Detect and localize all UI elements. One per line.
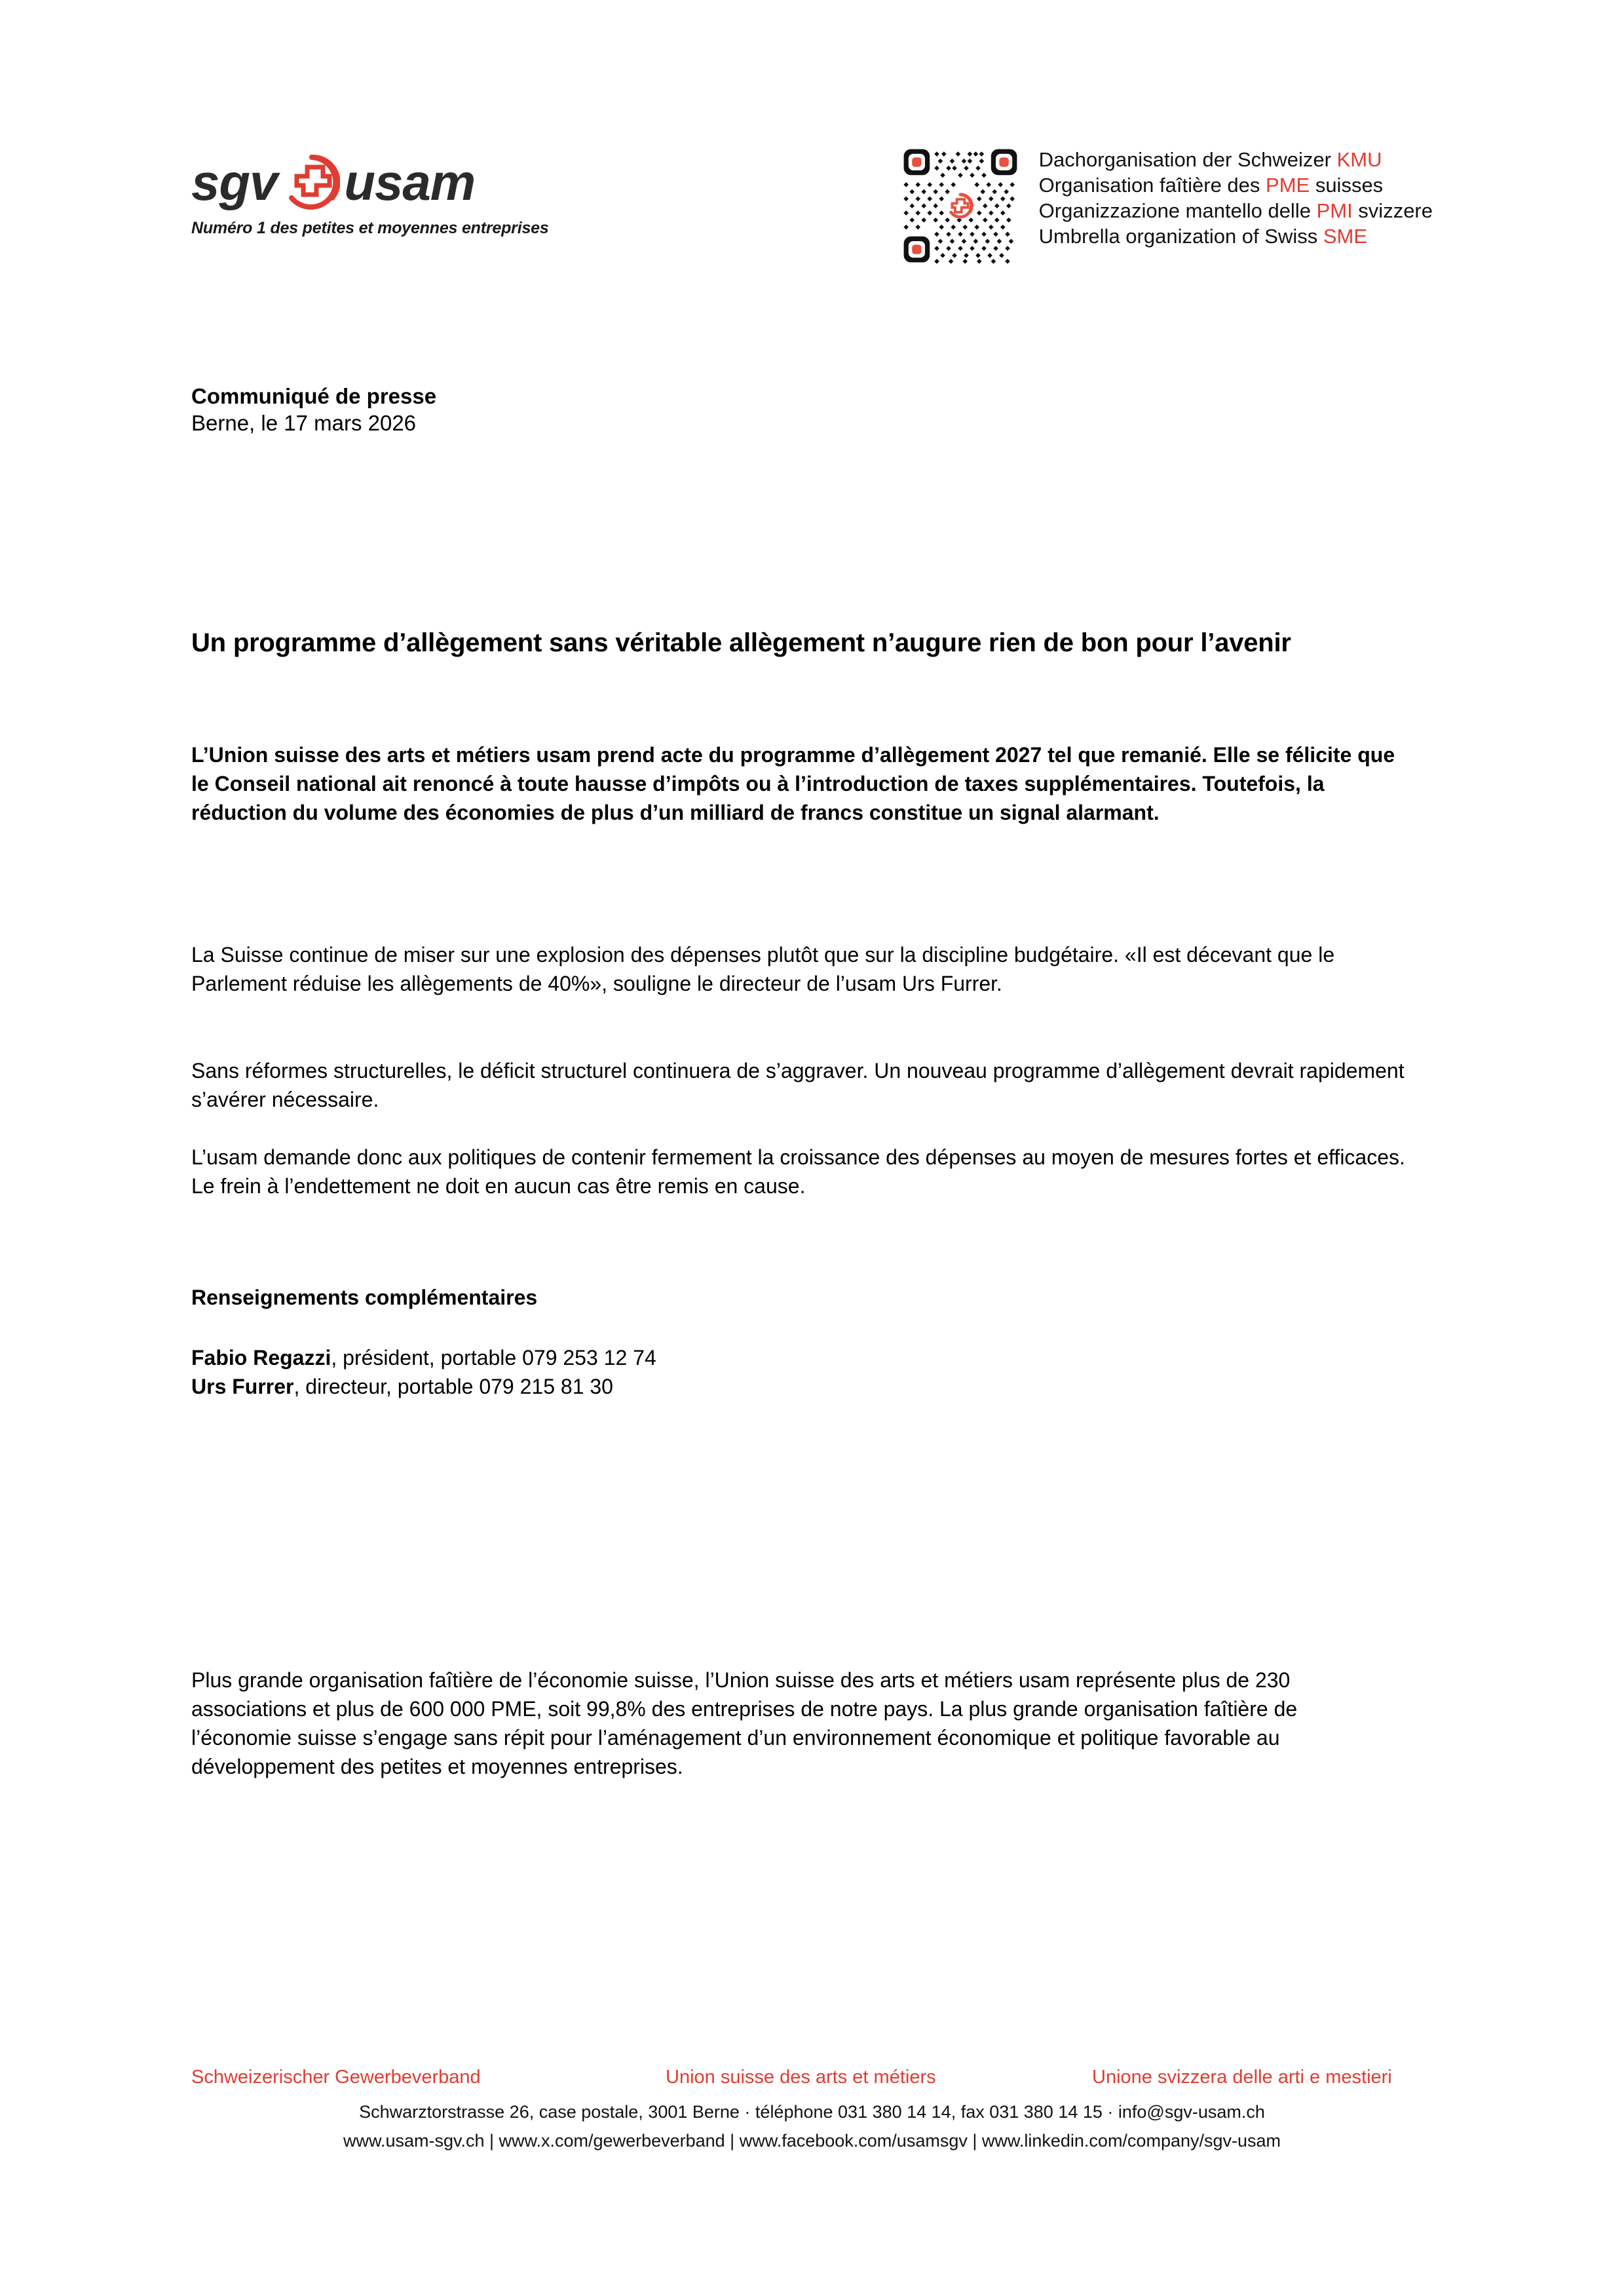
org-line-it: Organizzazione mantello delle PMI svizzere <box>1038 199 1433 222</box>
logo-text-sgv: sgv <box>191 153 278 211</box>
contact-name: Urs Furrer <box>191 1375 294 1398</box>
logo-text-usam: usam <box>344 153 476 211</box>
body-paragraph-3: L’usam demande donc aux politiques de contenir fermement la croissance des dépenses au moyen de mesures fortes et efficaces. Le frein à l’endettement ne doit en aucun cas être remis en cause. <box>191 1145 1405 1198</box>
org-line-en: Umbrella organization of Swiss SME <box>1038 225 1368 248</box>
org-line-fr: Organisation faîtière des PME suisses <box>1038 174 1384 197</box>
contact-details: , président, portable 079 253 12 74 <box>331 1346 656 1369</box>
lead-paragraph: L’Union suisse des arts et métiers usam prend acte du programme d’allègement 2027 tel que remanié. Elle se félicite que le Conseil national ait renoncé à toute hausse d’impôts ou à l’introduction de taxes supplémentaires. Toutefois, la réduction du volume des économies de plus d’un milliard de francs constitue un signal alarmant. <box>191 743 1395 824</box>
footer-org-de: Schweizerischer Gewerbeverband <box>191 2067 481 2088</box>
footer-org-it: Unione svizzera delle arti e mestieri <box>1092 2067 1392 2088</box>
body-paragraph-2: Sans réformes structurelles, le déficit structurel continuera de s’aggraver. Un nouveau programme d’allègement devrait rapidement s’avérer nécessaire. <box>191 1059 1405 1111</box>
logo-tagline: Numéro 1 des petites et moyennes entreprises <box>191 219 549 237</box>
body-paragraph-1: La Suisse continue de miser sur une explosion des dépenses plutôt que sur la discipline budgétaire. «Il est décevant que le Parlement réduise les allègements de 40%», souligne le directeur de l’usam Urs Furrer. <box>191 943 1335 995</box>
org-line-de-acronym: KMU <box>1336 148 1382 171</box>
logo-wordmark <box>191 152 611 212</box>
document-footer <box>191 2063 1433 2154</box>
footer-organization-names <box>191 2063 1433 2092</box>
release-dateline: Berne, le 17 mars 2026 <box>191 411 417 435</box>
page-title: Un programme d’allègement sans véritable allègement n’augure rien de bon pour l’avenir <box>191 628 1291 657</box>
org-line-de: Dachorganisation der Schweizer KMU <box>1038 148 1382 171</box>
contact-details: , directeur, portable 079 215 81 30 <box>293 1375 613 1398</box>
contact-name: Fabio Regazzi <box>191 1346 331 1369</box>
swiss-cross-circle-logo-icon <box>284 154 340 210</box>
org-line-en-acronym: SME <box>1323 225 1368 248</box>
org-line-it-acronym: PMI <box>1316 199 1353 222</box>
contact-row <box>191 1372 613 1401</box>
release-type-label: Communiqué de presse <box>191 384 437 408</box>
organization-language-lines <box>1039 145 1433 249</box>
boilerplate-paragraph: Plus grande organisation faîtière de l’économie suisse, l’Union suisse des arts et métiers usam représente plus de 230 associations et plus de 600 000 PME, soit 99,8% des entreprises de notre pays. La plus grande organisation faîtière de l’économie suisse s’engage sans répit pour l’aménagement d’un environnement économique et politique favorable au développement des petites et moyennes entreprises. <box>191 1668 1298 1778</box>
org-line-fr-acronym: PME <box>1266 174 1310 197</box>
footer-links-line[interactable]: www.usam-sgv.ch | www.x.com/gewerbeverband | www.facebook.com/usamsgv | www.linkedin.com/company/sgv-usam <box>343 2131 1281 2151</box>
footer-org-fr: Union suisse des arts et métiers <box>666 2067 936 2088</box>
organization-header <box>899 145 1433 265</box>
contact-row <box>191 1343 656 1372</box>
footer-address-line: Schwarztorstrasse 26, case postale, 3001 Berne · téléphone 031 380 14 14, fax 031 380 14 15 · info@sgv-usam.ch <box>359 2102 1265 2122</box>
contact-section-heading: Renseignements complémentaires <box>191 1286 538 1309</box>
document-header <box>191 145 1433 283</box>
qr-code-icon[interactable] <box>899 147 1022 265</box>
sgv-usam-logo <box>191 152 611 238</box>
